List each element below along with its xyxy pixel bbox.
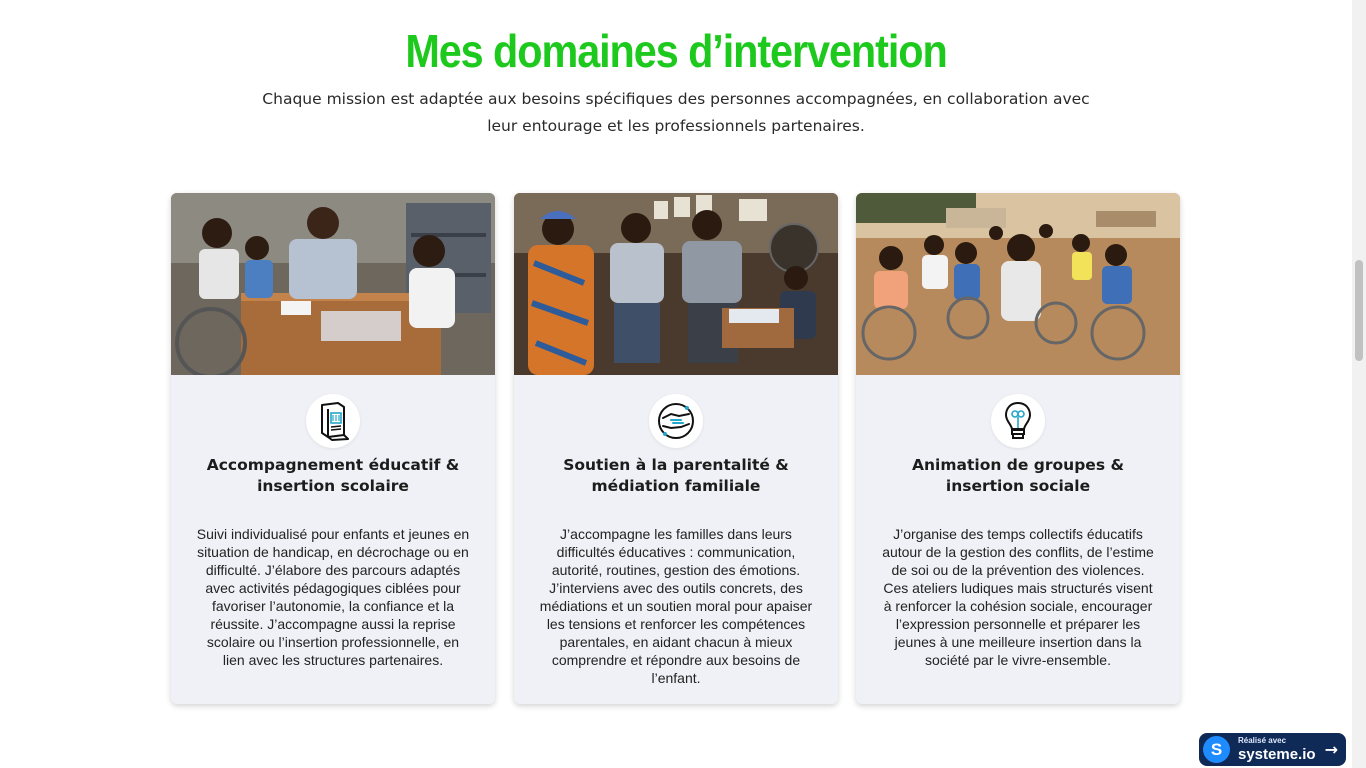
badge-text <box>1238 737 1316 762</box>
badge-brand-text: systeme.io <box>1238 746 1316 763</box>
card-description: J’organise des temps collectifs éducatifs autour de la gestion des conflits, de l’estime de soi ou de la prévention des violences. Ces ateliers ludiques mais structurés visent à renforcer la cohésion sociale, encourager l’expression personnelle et préparer les jeunes à une meilleure insertion dans la société par le vivre-ensemble. <box>882 526 1154 668</box>
badge-small-text: Réalisé avec <box>1238 736 1287 745</box>
card-title: Accompagnement éducatif & insertion scolaire <box>206 456 460 495</box>
lightbulb-icon <box>991 394 1045 448</box>
systeme-io-logo-icon: S <box>1203 736 1230 763</box>
systeme-io-badge[interactable] <box>1199 733 1346 766</box>
service-card-groups <box>856 193 1180 704</box>
scrollbar-thumb[interactable] <box>1355 260 1363 361</box>
handshake-icon <box>649 394 703 448</box>
card-image-parenting <box>514 193 838 375</box>
service-card-education <box>171 193 495 704</box>
book-icon <box>306 394 360 448</box>
card-description: J’accompagne les familles dans leurs difficultés éducatives : communication, autorité, routines, gestion des émotions. J’interviens avec des outils concrets, des médiations et un soutien moral pour apaiser les tensions et renforcer les compétences parentales, en aidant chacun à mieux comprendre et répondre aux besoins de l’enfant. <box>539 526 813 686</box>
vertical-scrollbar[interactable] <box>1352 0 1366 768</box>
card-image-groups <box>856 193 1180 375</box>
card-description: Suivi individualisé pour enfants et jeunes en situation de handicap, en décrochage ou en difficulté. J’élabore des parcours adaptés avec activités pédagogiques ciblées pour favoriser l’autonomie, la confiance et la réussite. J’accompagne aussi la reprise scolaire ou l’insertion professionnelle, en lien avec les structures partenaires. <box>196 526 470 668</box>
section-subtitle: Chaque mission est adaptée aux besoins spécifiques des personnes accompagnées, en collaboration avec leur entourage et les professionnels partenaires. <box>262 90 1090 135</box>
arrow-right-icon: → <box>1324 740 1338 759</box>
section-title: Mes domaines d’intervention <box>405 25 947 77</box>
card-image-education <box>171 193 495 375</box>
card-title: Animation de groupes & insertion sociale <box>912 456 1124 495</box>
card-title: Soutien à la parentalité & médiation familiale <box>563 456 789 495</box>
service-card-parenting <box>514 193 838 704</box>
